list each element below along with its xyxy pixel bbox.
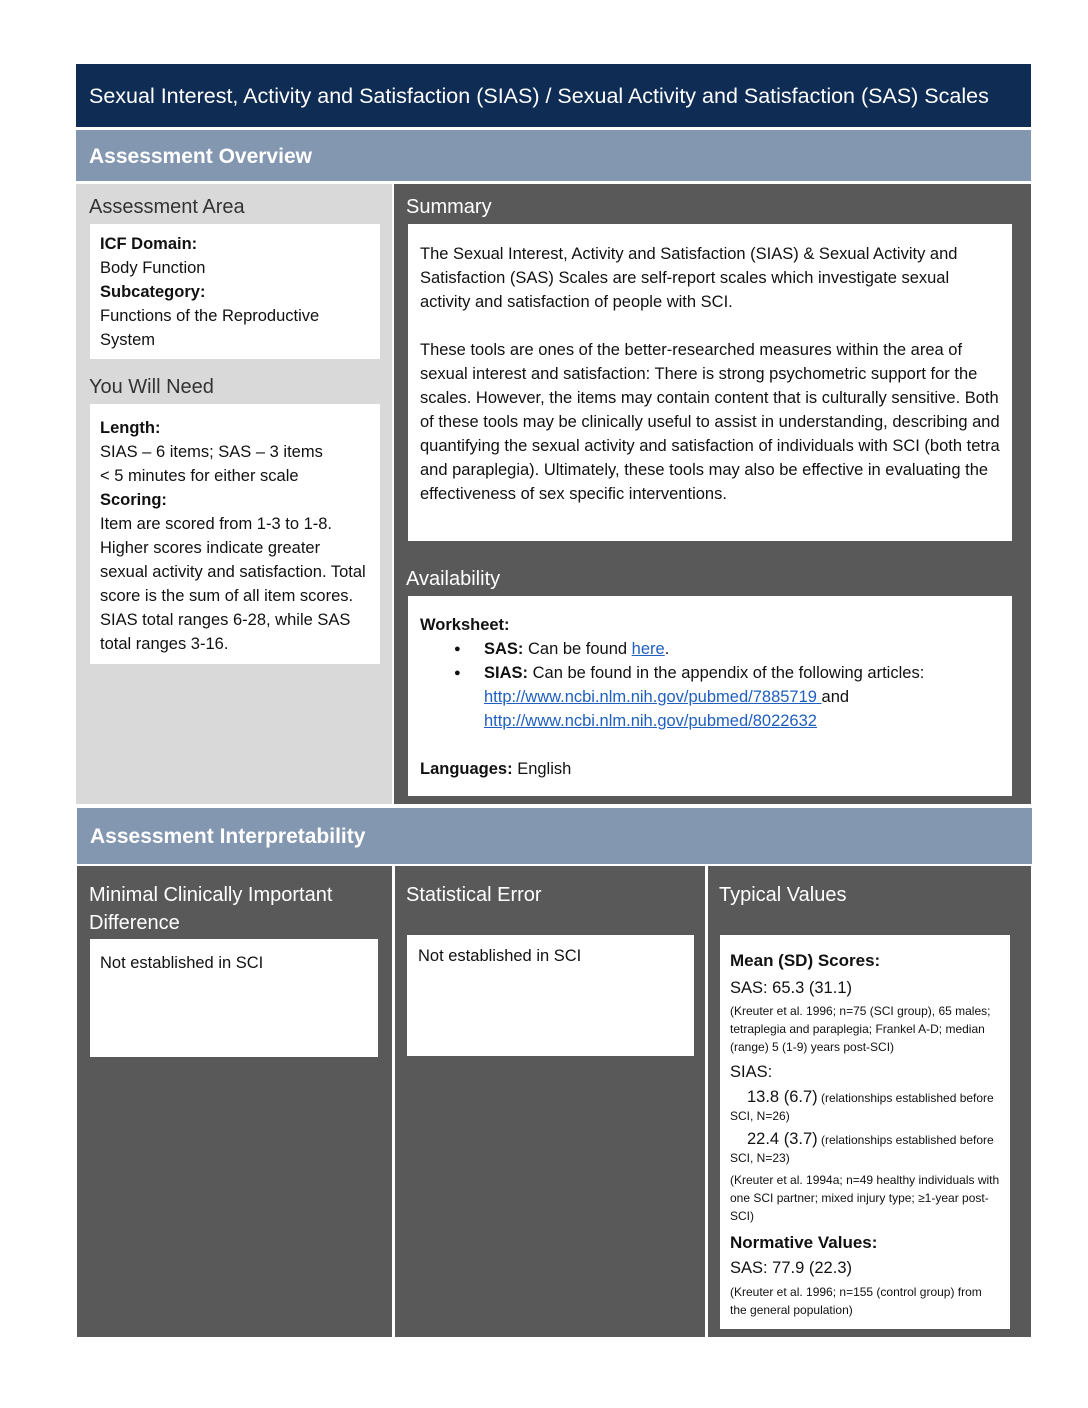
mcid-heading xyxy=(89,881,332,937)
subcategory-value: Functions of the Reproductive xyxy=(100,307,320,325)
assessment-area-heading: Assessment Area xyxy=(89,196,245,218)
pubmed-link-2[interactable]: http://www.ncbi.nlm.nih.gov/pubmed/8022632 xyxy=(484,712,817,730)
and-text: and xyxy=(821,688,850,706)
statistical-error-heading: Statistical Error xyxy=(406,884,542,906)
normative-reference: (Kreuter et al. 1996; n=155 (control group) from the general population) xyxy=(730,1285,982,1317)
sas-text-end: . xyxy=(664,640,670,658)
sias-label: SIAS: xyxy=(484,664,529,682)
sias-label-text: SIAS: xyxy=(730,1063,773,1081)
mcid-card xyxy=(90,939,378,1057)
normative-sas-value: SAS: 77.9 (22.3) xyxy=(730,1259,852,1277)
sas-availability-item xyxy=(464,637,1000,661)
statistical-error-card xyxy=(407,935,694,1056)
scoring-text: Item are scored from 1-3 to 1-8. Higher scores indicate greater sexual activity and satisfaction. Total score is the sum of all item scores. SIAS total ranges 6-28, while SAS total ranges 3-16. xyxy=(100,515,366,653)
icf-domain-label: ICF Domain: xyxy=(100,235,198,253)
icf-domain-value: Body Function xyxy=(100,259,206,277)
you-will-need-card xyxy=(90,404,380,664)
pubmed-link-1[interactable]: http://www.ncbi.nlm.nih.gov/pubmed/7885719 xyxy=(484,688,822,706)
statistical-error-panel xyxy=(395,866,705,1337)
left-panel xyxy=(76,184,392,804)
summary-card xyxy=(408,224,1012,541)
subcategory-value-cont: System xyxy=(100,331,156,349)
sas-text: Can be found xyxy=(523,640,632,658)
scoring-label: Scoring: xyxy=(100,491,167,509)
summary-paragraph-2: These tools are ones of the better-researched measures within the area of sexual interest and satisfaction: There is strong psychometric support for the scales. However, the items may contain content that is culturally sensitive. Both of these tools may be clinically useful to assist in understanding, describing and quantifying the sexual activity and satisfaction of individuals with SCI (both tetra and paraplegia). Ultimately, these tools may also be effective in evaluating the effectiveness of sex specific interventions. xyxy=(420,341,1000,503)
normative-values-label: Normative Values: xyxy=(730,1233,878,1252)
subcategory-label: Subcategory: xyxy=(100,283,206,301)
page-title: Sexual Interest, Activity and Satisfaction (SIAS) / Sexual Activity and Satisfaction (SAS) Scales xyxy=(76,64,1031,127)
sias-value-row-2 xyxy=(730,1130,1000,1167)
sias-value-row-1 xyxy=(730,1088,1000,1125)
length-time: < 5 minutes for either scale xyxy=(100,467,299,485)
statistical-error-text: Not established in SCI xyxy=(418,947,582,965)
sas-here-link[interactable]: here xyxy=(631,640,665,658)
sias-note-2: (relationships established before SCI, N=23) xyxy=(730,1133,994,1165)
mcid-panel xyxy=(77,866,392,1337)
mcid-heading-line-2: Difference xyxy=(89,912,180,934)
mcid-text: Not established in SCI xyxy=(100,954,264,972)
typical-values-heading: Typical Values xyxy=(719,884,847,906)
summary-paragraph-1: The Sexual Interest, Activity and Satisfaction (SIAS) & Sexual Activity and Satisfaction (SAS) Scales are self-report scales which investigate sexual activity and satisfaction of people with SCI. xyxy=(420,245,958,311)
sias-reference: (Kreuter et al. 1994a; n=49 healthy individuals with one SCI partner; mixed injury type; ≥1-year post-SCI) xyxy=(730,1173,1000,1223)
sias-availability-item xyxy=(464,661,1000,733)
sas-label: SAS: xyxy=(484,640,524,658)
sas-mean-value: SAS: 65.3 (31.1) xyxy=(730,979,852,997)
languages-value: English xyxy=(512,760,572,778)
length-label: Length: xyxy=(100,419,161,437)
availability-heading: Availability xyxy=(406,568,501,590)
sas-mean-reference: (Kreuter et al. 1996; n=75 (SCI group), 65 males; tetraplegia and paraplegia; Frankel A-D; median (range) 5 (1-9) years post-SCI) xyxy=(730,1004,991,1054)
languages-label: Languages: xyxy=(420,760,513,778)
you-will-need-heading: You Will Need xyxy=(89,376,214,398)
section-heading-overview: Assessment Overview xyxy=(76,130,1031,181)
mean-sd-label: Mean (SD) Scores: xyxy=(730,951,881,970)
worksheet-label: Worksheet: xyxy=(420,616,510,634)
length-items: SIAS – 6 items; SAS – 3 items xyxy=(100,443,323,461)
sias-value-2: 22.4 (3.7) xyxy=(747,1130,818,1148)
typical-values-panel xyxy=(708,866,1031,1337)
summary-heading: Summary xyxy=(406,196,492,218)
sias-note-1: (relationships established before SCI, N=26) xyxy=(730,1091,994,1123)
availability-card xyxy=(408,596,1012,796)
assessment-area-card xyxy=(90,224,380,359)
section-heading-interpretability: Assessment Interpretability xyxy=(77,808,1032,864)
mcid-heading-line-1: Minimal Clinically Important xyxy=(89,884,333,906)
right-panel xyxy=(394,184,1031,804)
sias-value-1: 13.8 (6.7) xyxy=(747,1088,818,1106)
sias-text: Can be found in the appendix of the following articles: xyxy=(528,664,925,682)
typical-values-card xyxy=(720,935,1010,1329)
